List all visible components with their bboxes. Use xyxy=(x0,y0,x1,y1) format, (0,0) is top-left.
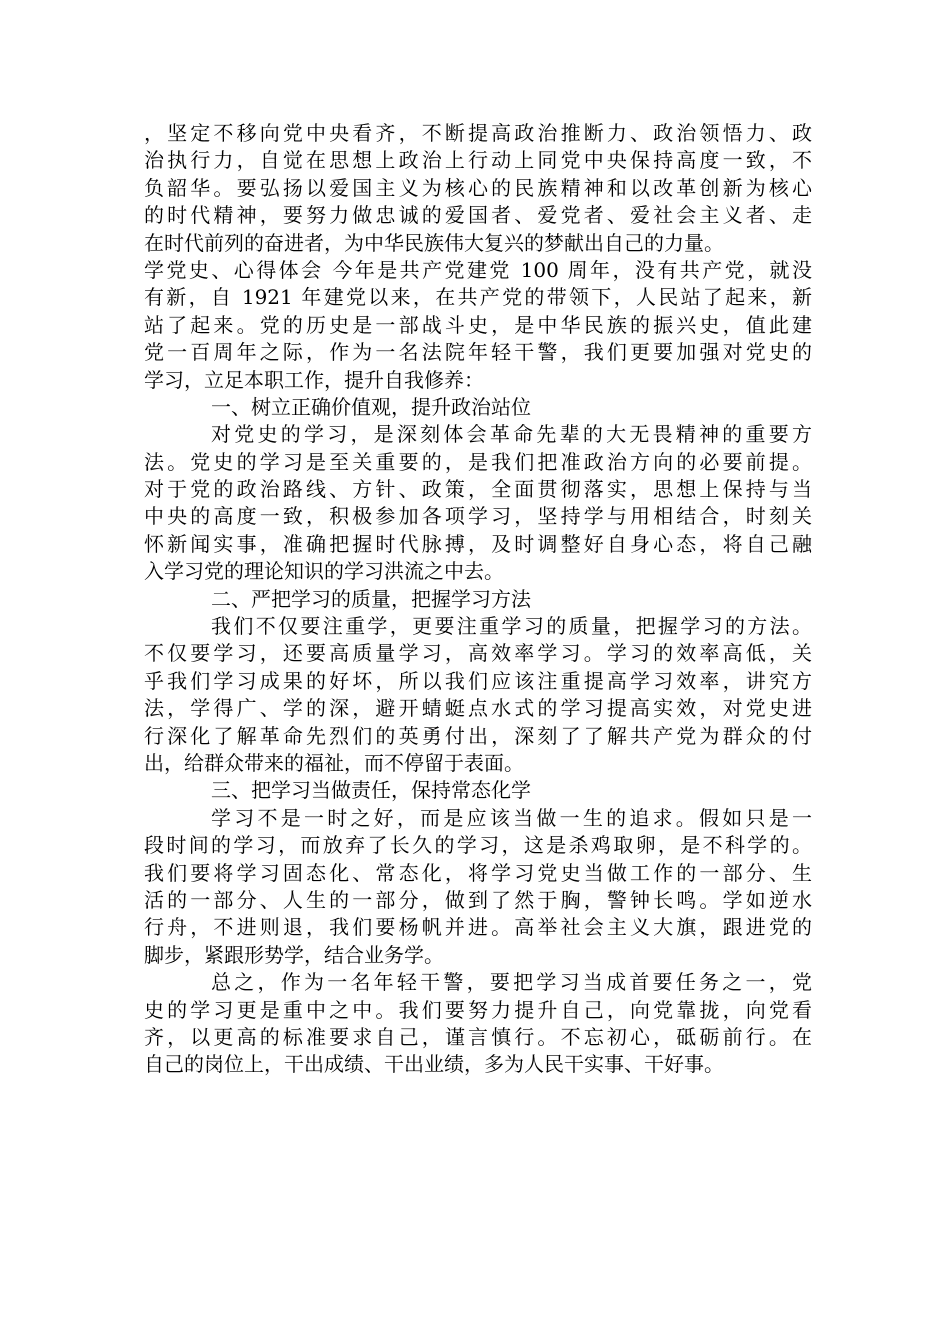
text-line: 出，给群众带来的福祉，而不停留于表面。 xyxy=(144,750,524,775)
text-line: 齐，以更高的标准要求自己，谨言慎行。不忘初心，砥砺前行。在 xyxy=(144,1024,812,1049)
text-line: 学习不是一时之好，而是应该当做一生的追求。假如只是一 xyxy=(211,805,812,830)
text-line: 党一百周年之际，作为一名法院年轻干警，我们更要加强对党史的 xyxy=(144,340,812,365)
text-line: 行深化了解革命先烈们的英勇付出，深刻了了解共产党为群众的付 xyxy=(144,723,812,748)
section-heading-3: 三、把学习当做责任，保持常态化学 xyxy=(211,778,531,803)
text-line: 对于党的政治路线、方针、政策，全面贯彻落实，思想上保持与当 xyxy=(144,477,812,502)
text-line: 站了起来。党的历史是一部战斗史，是中华民族的振兴史，值此建 xyxy=(144,312,812,337)
paragraph-section-2 xyxy=(144,613,812,777)
paragraph-section-1 xyxy=(144,421,812,585)
text-line: 脚步，紧跟形势学，结合业务学。 xyxy=(144,942,444,967)
text-line: 治执行力，自觉在思想上政治上行动上同党中央保持高度一致，不 xyxy=(144,148,812,173)
paragraph-conclusion xyxy=(144,969,812,1079)
document-body xyxy=(144,120,812,1079)
paragraph-intro-continuation xyxy=(144,120,812,257)
section-heading-1: 一、树立正确价值观，提升政治站位 xyxy=(211,394,531,419)
text-line: 对党史的学习，是深刻体会革命先辈的大无畏精神的重要方 xyxy=(211,422,812,447)
text-line: 法。党史的学习是至关重要的，是我们把准政治方向的必要前提。 xyxy=(144,449,812,474)
paragraph-section-3 xyxy=(144,805,812,969)
text-line: 中央的高度一致，积极参加各项学习，坚持学与用相结合，时刻关 xyxy=(144,504,812,529)
text-line: ，坚定不移向党中央看齐，不断提高政治推断力、政治领悟力、政 xyxy=(144,121,812,145)
text-line: 的时代精神，要努力做忠诚的爱国者、爱党者、爱社会主义者、走 xyxy=(144,203,812,228)
text-line: 入学习党的理论知识的学习洪流之中去。 xyxy=(144,559,504,584)
paragraph-essay-intro xyxy=(144,257,812,394)
text-line: 学习，立足本职工作，提升自我修养： xyxy=(144,367,484,392)
text-line: 法，学得广、学的深，避开蜻蜓点水式的学习提高实效，对党史进 xyxy=(144,696,812,721)
text-line: 史的学习更是重中之中。我们要努力提升自己，向党靠拢，向党看 xyxy=(144,997,812,1022)
section-heading-2: 二、严把学习的质量，把握学习方法 xyxy=(211,586,531,611)
text-line: 段时间的学习，而放弃了长久的学习，这是杀鸡取卵，是不科学的。 xyxy=(144,833,812,858)
text-line: 不仅要学习，还要高质量学习，高效率学习。学习的效率高低，关 xyxy=(144,641,812,666)
text-line: 我们要将学习固态化、常态化，将学习党史当做工作的一部分、生 xyxy=(144,860,812,885)
text-line: 学党史、心得体会 今年是共产党建党 100 周年，没有共产党，就没 xyxy=(144,257,812,282)
text-line: 负韶华。要弘扬以爱国主义为核心的民族精神和以改革创新为核心 xyxy=(144,175,812,200)
text-line: 怀新闻实事，准确把握时代脉搏，及时调整好自身心态，将自己融 xyxy=(144,531,812,556)
text-line: 有新，自 1921 年建党以来，在共产党的带领下，人民站了起来，新 xyxy=(144,285,812,310)
text-line: 自己的岗位上，干出成绩、干出业绩，多为人民干实事、干好事。 xyxy=(144,1052,724,1077)
text-line: 在时代前列的奋进者，为中华民族伟大复兴的梦献出自己的力量。 xyxy=(144,230,724,255)
text-line: 乎我们学习成果的好坏，所以我们应该注重提高学习效率，讲究方 xyxy=(144,668,812,693)
text-line: 活的一部分、人生的一部分，做到了然于胸，警钟长鸣。学如逆水 xyxy=(144,887,812,912)
text-line: 总之，作为一名年轻干警，要把学习当成首要任务之一，党 xyxy=(211,970,812,995)
text-line: 行舟，不进则退，我们要杨帆并进。高举社会主义大旗，跟进党的 xyxy=(144,915,812,940)
text-line: 我们不仅要注重学，更要注重学习的质量，把握学习的方法。 xyxy=(211,614,812,639)
